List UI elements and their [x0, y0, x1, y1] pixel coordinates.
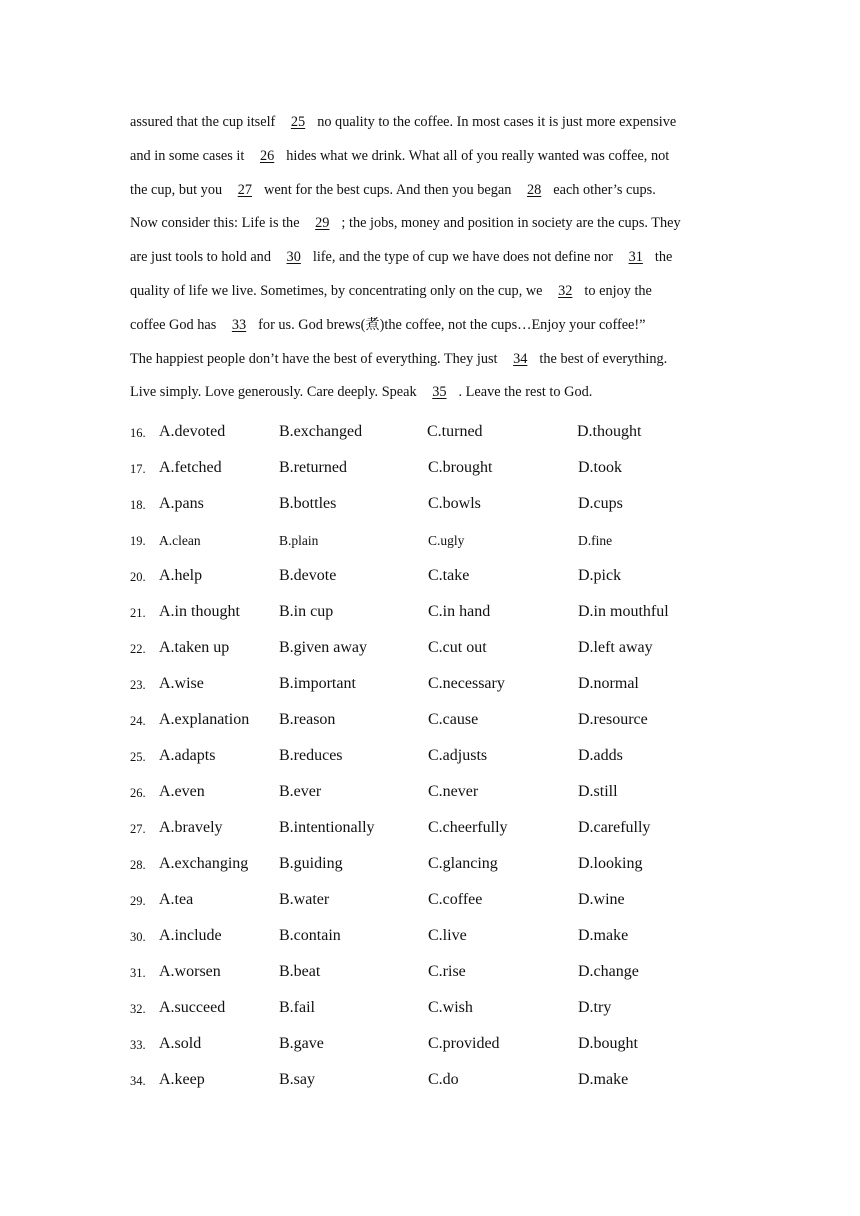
option-d: D.bought — [578, 1035, 638, 1052]
question-row — [130, 673, 750, 709]
question-number: 29. — [130, 894, 146, 908]
question-number: 21. — [130, 606, 146, 620]
option-d: D.resource — [578, 711, 648, 728]
option-d: D.thought — [577, 423, 642, 440]
option-c: C.take — [428, 567, 470, 584]
option-b: B.given away — [279, 639, 367, 656]
question-number: 26. — [130, 786, 146, 800]
question-row — [130, 565, 750, 601]
passage-line — [130, 279, 740, 313]
passage-text-segment: Now consider this: Life is the — [130, 215, 300, 232]
option-d: D.fine — [578, 533, 613, 548]
option-b: B.fail — [279, 999, 315, 1016]
option-c: C.never — [428, 783, 479, 800]
option-d: D.carefully — [578, 819, 651, 836]
option-d: D.make — [578, 927, 629, 944]
passage-text-segment: the — [654, 249, 673, 266]
blank-number: 32 — [558, 282, 573, 299]
option-a: A.worsen — [159, 963, 221, 980]
option-c: C.cause — [428, 711, 479, 728]
option-d: D.change — [578, 963, 639, 980]
option-d: D.left away — [578, 639, 653, 656]
question-number: 17. — [130, 462, 146, 476]
question-number: 18. — [130, 498, 146, 512]
blank-number: 31 — [628, 249, 643, 266]
option-c: C.coffee — [428, 891, 483, 908]
option-a: A.wise — [159, 675, 204, 692]
question-row — [130, 745, 750, 781]
question-row — [130, 601, 750, 637]
passage-line — [130, 245, 740, 279]
option-b: B.plain — [279, 533, 319, 548]
passage-text-segment: went for the best cups. And then you began — [264, 181, 512, 198]
option-b: B.reduces — [279, 747, 343, 764]
passage-text-segment: Live simply. Love generously. Care deeply. Speak — [130, 384, 417, 401]
option-d: D.try — [578, 999, 612, 1016]
question-row — [130, 817, 750, 853]
question-number: 19. — [130, 534, 146, 548]
option-b: B.guiding — [279, 855, 343, 872]
option-c: C.in hand — [428, 603, 491, 620]
question-row — [130, 853, 750, 889]
option-c: C.live — [428, 927, 467, 944]
passage-text-segment: and in some cases it — [130, 147, 245, 164]
option-c: C.wish — [428, 999, 473, 1016]
question-row — [130, 709, 750, 745]
blank-number: 35 — [432, 384, 447, 401]
passage-text-segment: hides what we drink. What all of you really wanted was coffee, not — [286, 147, 670, 164]
blank-number: 28 — [526, 181, 542, 198]
option-c: C.cut out — [428, 639, 487, 656]
option-a: A.taken up — [159, 639, 230, 656]
option-a: A.even — [159, 783, 205, 800]
option-d: D.wine — [578, 891, 625, 908]
passage-line — [130, 211, 740, 245]
question-row — [130, 457, 750, 493]
question-row — [130, 637, 750, 673]
blank-number: 33 — [231, 316, 247, 333]
question-number: 22. — [130, 642, 146, 656]
option-c: C.provided — [428, 1035, 500, 1052]
question-row — [130, 421, 750, 457]
passage-text-segment: each other’s cups. — [553, 181, 656, 198]
question-number: 30. — [130, 930, 146, 944]
option-b: B.returned — [279, 459, 347, 476]
passage-text-segment: no quality to the coffee. In most cases it is just more expensive — [317, 114, 677, 130]
question-number: 16. — [130, 426, 146, 440]
option-a: A.adapts — [159, 747, 216, 764]
blank-number: 30 — [286, 249, 301, 266]
option-d: D.make — [578, 1071, 629, 1088]
question-row — [130, 529, 750, 565]
option-b: B.gave — [279, 1035, 324, 1052]
option-d: D.looking — [578, 855, 643, 872]
option-b: B.in cup — [279, 603, 334, 620]
question-number: 34. — [130, 1074, 146, 1088]
passage-text-segment: coffee God has — [130, 316, 217, 333]
passage-text-segment: . Leave the rest to God. — [458, 384, 593, 401]
passage-text-segment: assured that the cup itself — [130, 114, 276, 130]
option-c: C.glancing — [428, 855, 498, 872]
option-a: A.keep — [159, 1071, 205, 1088]
option-a: A.fetched — [159, 459, 222, 476]
blank-number: 26 — [259, 147, 275, 164]
question-row — [130, 889, 750, 925]
question-number: 32. — [130, 1002, 146, 1016]
option-c: C.rise — [428, 963, 466, 980]
option-b: B.intentionally — [279, 819, 375, 836]
question-number: 23. — [130, 678, 146, 692]
question-row — [130, 1069, 750, 1105]
option-b: B.beat — [279, 963, 321, 980]
option-b: B.water — [279, 891, 330, 908]
passage-text-segment: ; the jobs, money and position in society are the cups. They — [341, 215, 681, 232]
option-d: D.in mouthful — [578, 603, 669, 620]
question-row — [130, 493, 750, 529]
question-number: 25. — [130, 750, 146, 764]
option-d: D.adds — [578, 747, 623, 764]
option-c: C.necessary — [428, 675, 505, 692]
option-a: A.clean — [159, 533, 201, 548]
blank-number: 29 — [315, 215, 330, 232]
passage-text-segment: to enjoy the — [584, 282, 652, 299]
option-a: A.bravely — [159, 819, 223, 836]
option-b: B.reason — [279, 711, 336, 728]
passage-line — [130, 313, 740, 347]
blank-number: 25 — [290, 114, 306, 130]
passage-text-segment: quality of life we live. Sometimes, by concentrating only on the cup, we — [130, 282, 543, 299]
question-number: 33. — [130, 1038, 146, 1052]
passage-text — [130, 110, 740, 414]
passage-text-segment: are just tools to hold and — [130, 249, 271, 266]
passage-text-segment: the cup, but you — [130, 181, 223, 198]
option-d: D.took — [578, 459, 622, 476]
option-a: A.help — [159, 567, 203, 584]
question-number: 28. — [130, 858, 146, 872]
answer-options-list — [130, 421, 750, 1105]
blank-number: 27 — [237, 181, 252, 198]
blank-number: 34 — [513, 350, 528, 367]
option-b: B.bottles — [279, 495, 337, 512]
passage-text-segment: for us. God brews(煮)the coffee, not the cups…Enjoy your coffee!” — [258, 316, 646, 333]
passage-text-segment: the best of everything. — [539, 350, 668, 367]
question-row — [130, 781, 750, 817]
question-row — [130, 925, 750, 961]
option-b: B.say — [279, 1071, 315, 1088]
option-c: C.brought — [428, 459, 493, 476]
option-d: D.normal — [578, 675, 639, 692]
passage-text-segment: life, and the type of cup we have does not define nor — [312, 249, 613, 266]
question-row — [130, 961, 750, 997]
option-c: C.turned — [427, 423, 483, 440]
question-number: 27. — [130, 822, 146, 836]
option-c: C.ugly — [428, 533, 465, 548]
option-c: C.bowls — [428, 495, 481, 512]
option-a: A.explanation — [159, 711, 250, 728]
option-a: A.succeed — [159, 999, 226, 1016]
question-row — [130, 1033, 750, 1069]
question-number: 31. — [130, 966, 146, 980]
passage-line — [130, 380, 740, 414]
option-a: A.tea — [159, 891, 194, 908]
option-a: A.pans — [159, 495, 204, 512]
option-b: B.contain — [279, 927, 341, 944]
option-c: C.adjusts — [428, 747, 488, 764]
option-a: A.sold — [159, 1035, 202, 1052]
option-c: C.do — [428, 1071, 459, 1088]
option-d: D.cups — [578, 495, 623, 512]
option-b: B.ever — [279, 783, 322, 800]
option-c: C.cheerfully — [428, 819, 508, 836]
question-number: 24. — [130, 714, 146, 728]
passage-line — [130, 144, 740, 178]
option-b: B.exchanged — [279, 423, 363, 440]
option-d: D.still — [578, 783, 618, 800]
passage-line — [130, 178, 740, 212]
passage-line — [130, 347, 740, 381]
passage-line — [130, 110, 740, 144]
option-a: A.devoted — [159, 423, 226, 440]
passage-text-segment: The happiest people don’t have the best of everything. They just — [130, 350, 498, 367]
option-b: B.important — [279, 675, 356, 692]
option-a: A.in thought — [159, 603, 240, 620]
option-d: D.pick — [578, 567, 622, 584]
question-number: 20. — [130, 570, 146, 584]
option-b: B.devote — [279, 567, 337, 584]
option-a: A.include — [159, 927, 222, 944]
question-row — [130, 997, 750, 1033]
option-a: A.exchanging — [159, 855, 249, 872]
